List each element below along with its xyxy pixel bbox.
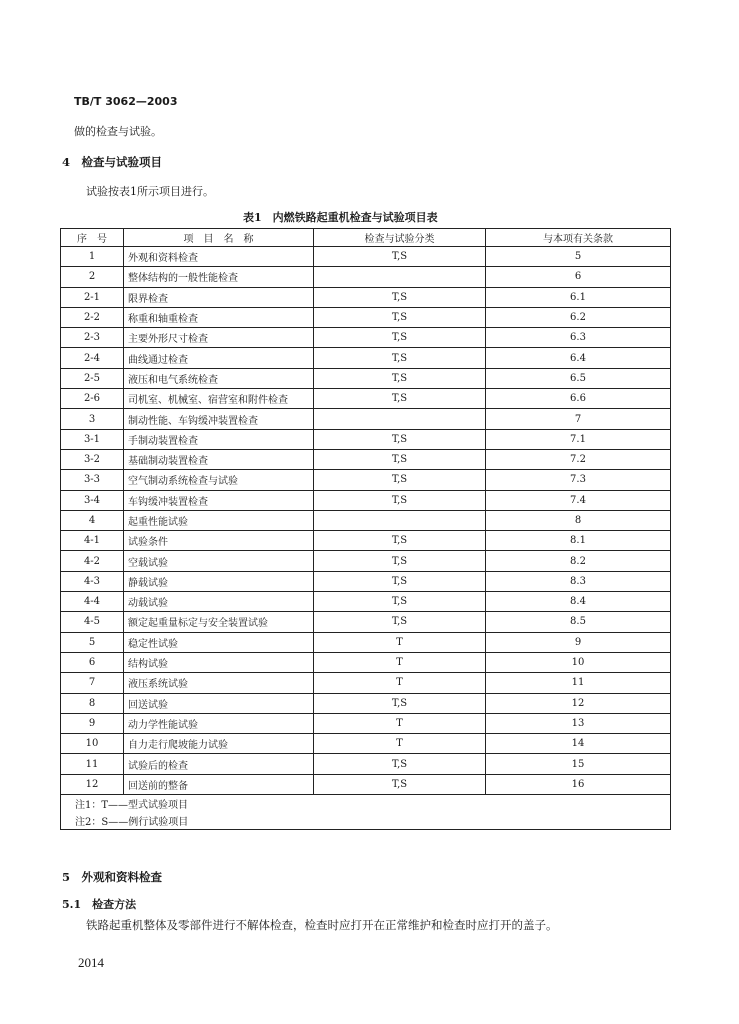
row-no: 4-4 <box>61 592 124 612</box>
row-no: 9 <box>61 713 124 733</box>
section-5-1-text: 铁路起重机整体及零部件进行不解体检查，检查时应打开在正常维护和检查时应打开的盖子。 <box>86 918 558 932</box>
row-clause: 8 <box>486 510 671 530</box>
row-category: T <box>314 652 486 672</box>
row-no: 3-2 <box>61 449 124 469</box>
row-category: T,S <box>314 774 486 794</box>
row-no: 6 <box>61 652 124 672</box>
table-row <box>61 632 671 652</box>
row-item-name: 整体结构的一般性能检查 <box>124 267 314 287</box>
row-no: 5 <box>61 632 124 652</box>
row-no: 10 <box>61 734 124 754</box>
table-row <box>61 693 671 713</box>
row-no: 1 <box>61 247 124 267</box>
section-4-text: 试验按表1所示项目进行。 <box>86 185 214 198</box>
table-row <box>61 267 671 287</box>
row-item-name: 司机室、机械室、宿营室和附件检查 <box>124 389 314 409</box>
table-row <box>61 612 671 632</box>
row-clause: 10 <box>486 652 671 672</box>
row-clause: 7.2 <box>486 449 671 469</box>
row-clause: 9 <box>486 632 671 652</box>
row-no: 2-4 <box>61 348 124 368</box>
row-clause: 12 <box>486 693 671 713</box>
row-category: T,S <box>314 592 486 612</box>
row-item-name: 起重性能试验 <box>124 510 314 530</box>
row-no: 2-3 <box>61 328 124 348</box>
row-clause: 8.1 <box>486 531 671 551</box>
row-category <box>314 267 486 287</box>
table-row <box>61 470 671 490</box>
row-no: 4-2 <box>61 551 124 571</box>
table-row <box>61 673 671 693</box>
row-clause: 7 <box>486 409 671 429</box>
table-row <box>61 531 671 551</box>
table-row <box>61 389 671 409</box>
row-no: 12 <box>61 774 124 794</box>
row-category: T,S <box>314 571 486 591</box>
table-row <box>61 592 671 612</box>
table-row <box>61 328 671 348</box>
row-clause: 13 <box>486 713 671 733</box>
row-no: 2-1 <box>61 287 124 307</box>
table-note-2: 注2：S——例行试验项目 <box>61 812 671 830</box>
table-row <box>61 429 671 449</box>
row-category: T,S <box>314 389 486 409</box>
row-item-name: 称重和轴重检查 <box>124 307 314 327</box>
row-no: 11 <box>61 754 124 774</box>
table-row <box>61 774 671 794</box>
row-clause: 16 <box>486 774 671 794</box>
row-item-name: 额定起重量标定与安全装置试验 <box>124 612 314 632</box>
row-item-name: 试验后的检查 <box>124 754 314 774</box>
row-no: 3 <box>61 409 124 429</box>
row-item-name: 自力走行爬坡能力试验 <box>124 734 314 754</box>
row-category: T <box>314 673 486 693</box>
row-clause: 7.4 <box>486 490 671 510</box>
header-category: 检查与试验分类 <box>314 229 486 247</box>
row-item-name: 手制动装置检查 <box>124 429 314 449</box>
table-row <box>61 247 671 267</box>
table-row <box>61 754 671 774</box>
row-clause: 11 <box>486 673 671 693</box>
row-clause: 7.1 <box>486 429 671 449</box>
row-clause: 6.4 <box>486 348 671 368</box>
table-header-row <box>61 229 671 247</box>
row-item-name: 动力学性能试验 <box>124 713 314 733</box>
row-item-name: 动载试验 <box>124 592 314 612</box>
row-clause: 6.3 <box>486 328 671 348</box>
table-row <box>61 713 671 733</box>
row-category: T,S <box>314 307 486 327</box>
row-clause: 7.3 <box>486 470 671 490</box>
inspection-table <box>60 228 671 830</box>
row-category: T,S <box>314 368 486 388</box>
row-item-name: 回送试验 <box>124 693 314 713</box>
row-clause: 8.5 <box>486 612 671 632</box>
row-clause: 8.4 <box>486 592 671 612</box>
row-no: 2-6 <box>61 389 124 409</box>
row-category: T,S <box>314 287 486 307</box>
table-row <box>61 307 671 327</box>
row-category: T <box>314 734 486 754</box>
table-caption: 表1 内燃铁路起重机检查与试验项目表 <box>243 211 438 224</box>
row-category <box>314 409 486 429</box>
row-clause: 6.1 <box>486 287 671 307</box>
header-no: 序 号 <box>61 229 124 247</box>
table-row <box>61 652 671 672</box>
row-item-name: 外观和资料检查 <box>124 247 314 267</box>
row-no: 2 <box>61 267 124 287</box>
row-category: T <box>314 713 486 733</box>
row-category: T,S <box>314 693 486 713</box>
page-number: 2014 <box>78 955 104 970</box>
row-no: 3-3 <box>61 470 124 490</box>
table-note-row <box>61 812 671 830</box>
table-row <box>61 348 671 368</box>
row-no: 4-1 <box>61 531 124 551</box>
row-item-name: 空载试验 <box>124 551 314 571</box>
table-row <box>61 551 671 571</box>
table-row <box>61 368 671 388</box>
row-category: T,S <box>314 247 486 267</box>
row-item-name: 回送前的整备 <box>124 774 314 794</box>
table-row <box>61 490 671 510</box>
row-item-name: 试验条件 <box>124 531 314 551</box>
row-category: T,S <box>314 328 486 348</box>
table-row <box>61 449 671 469</box>
row-item-name: 结构试验 <box>124 652 314 672</box>
row-category: T,S <box>314 551 486 571</box>
row-item-name: 限界检查 <box>124 287 314 307</box>
row-category: T,S <box>314 348 486 368</box>
row-item-name: 曲线通过检查 <box>124 348 314 368</box>
table-row <box>61 510 671 530</box>
header-item-name: 项 目 名 称 <box>124 229 314 247</box>
row-category: T,S <box>314 490 486 510</box>
row-clause: 15 <box>486 754 671 774</box>
row-category: T <box>314 632 486 652</box>
row-no: 2-5 <box>61 368 124 388</box>
row-item-name: 主要外形尺寸检查 <box>124 328 314 348</box>
row-no: 4-3 <box>61 571 124 591</box>
row-clause: 8.2 <box>486 551 671 571</box>
table-row <box>61 409 671 429</box>
row-category: T,S <box>314 754 486 774</box>
header-clause: 与本项有关条款 <box>486 229 671 247</box>
intro-text: 做的检查与试验。 <box>74 125 162 138</box>
standard-number: TB/T 3062—2003 <box>74 95 178 108</box>
row-category: T,S <box>314 449 486 469</box>
table-note-row <box>61 795 671 813</box>
table-row <box>61 287 671 307</box>
row-category: T,S <box>314 612 486 632</box>
table-note-1: 注1：T——型式试验项目 <box>61 795 671 813</box>
row-clause: 6.2 <box>486 307 671 327</box>
section-4-title: 4 检查与试验项目 <box>62 155 163 169</box>
row-item-name: 车钩缓冲装置检查 <box>124 490 314 510</box>
table-row <box>61 571 671 591</box>
row-category: T,S <box>314 531 486 551</box>
row-no: 4-5 <box>61 612 124 632</box>
row-clause: 14 <box>486 734 671 754</box>
row-clause: 6 <box>486 267 671 287</box>
row-no: 4 <box>61 510 124 530</box>
row-no: 3-4 <box>61 490 124 510</box>
row-no: 2-2 <box>61 307 124 327</box>
row-category: T,S <box>314 429 486 449</box>
row-clause: 6.6 <box>486 389 671 409</box>
row-item-name: 空气制动系统检查与试验 <box>124 470 314 490</box>
row-item-name: 基础制动装置检查 <box>124 449 314 469</box>
row-clause: 8.3 <box>486 571 671 591</box>
row-item-name: 液压和电气系统检查 <box>124 368 314 388</box>
row-no: 3-1 <box>61 429 124 449</box>
row-item-name: 液压系统试验 <box>124 673 314 693</box>
section-5-title: 5 外观和资料检查 <box>62 870 163 884</box>
section-5-1-title: 5.1 检查方法 <box>62 898 137 911</box>
row-no: 8 <box>61 693 124 713</box>
row-item-name: 静载试验 <box>124 571 314 591</box>
row-item-name: 制动性能、车钩缓冲装置检查 <box>124 409 314 429</box>
row-clause: 5 <box>486 247 671 267</box>
row-category: T,S <box>314 470 486 490</box>
row-category <box>314 510 486 530</box>
table-row <box>61 734 671 754</box>
row-no: 7 <box>61 673 124 693</box>
row-clause: 6.5 <box>486 368 671 388</box>
row-item-name: 稳定性试验 <box>124 632 314 652</box>
